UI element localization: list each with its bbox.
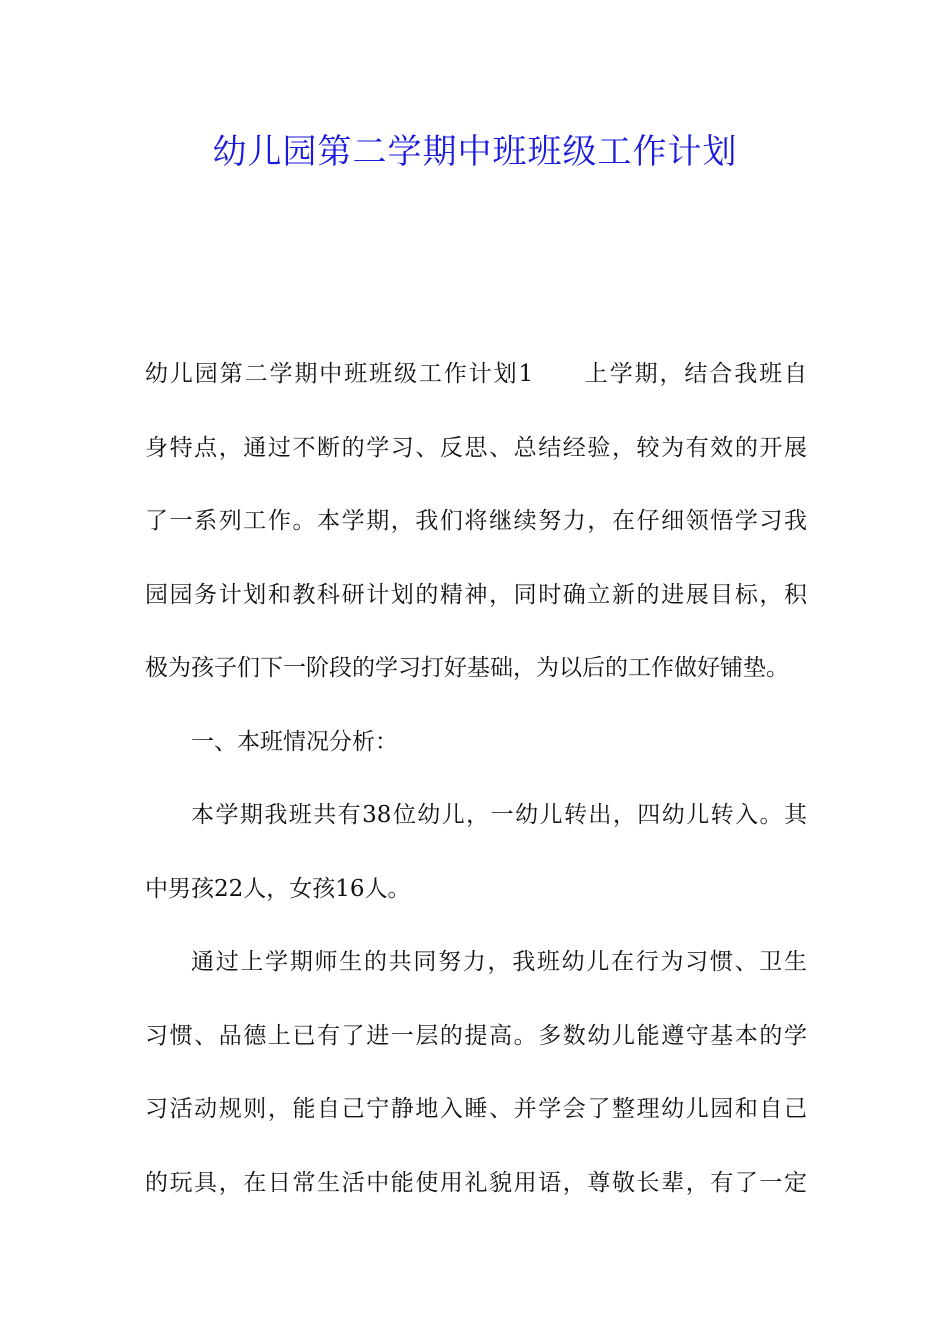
text-line: 通过上学期师生的共同努力，我班幼儿在行为习惯、卫生 <box>191 949 807 975</box>
text-line: 了一系列工作。本学期，我们将继续努力，在仔细领悟学习我 <box>145 508 807 534</box>
text-line: 的玩具，在日常生活中能使用礼貌用语，尊敬长辈，有了一定 <box>145 1169 807 1196</box>
document-title: 幼儿园第二学期中班班级工作计划 <box>212 132 738 172</box>
text-line: 中男孩22人，女孩16人。 <box>145 875 411 902</box>
paragraph-class-count <box>145 779 807 926</box>
text-line: 一、本班情况分析： <box>191 728 398 755</box>
section-heading <box>145 706 807 780</box>
text-line: 习活动规则，能自己宁静地入睡、并学会了整理幼儿园和自己 <box>145 1096 807 1122</box>
text-line: 习惯、品德上已有了进一层的提高。多数幼儿能遵守基本的学 <box>145 1022 807 1049</box>
text-line: 本学期我班共有38位幼儿，一幼儿转出，四幼儿转入。其 <box>191 802 807 828</box>
paragraph-progress <box>145 926 807 1220</box>
paragraph-intro <box>145 338 807 706</box>
text-line: 幼儿园第二学期中班班级工作计划1 上学期，结合我班自 <box>145 361 807 387</box>
text-line: 身特点，通过不断的学习、反思、总结经验，较为有效的开展 <box>145 434 807 461</box>
document-body <box>145 338 807 1220</box>
text-line: 园园务计划和教科研计划的精神，同时确立新的进展目标，积 <box>145 581 807 608</box>
text-line: 极为孩子们下一阶段的学习打好基础，为以后的工作做好铺垫。 <box>145 655 789 681</box>
